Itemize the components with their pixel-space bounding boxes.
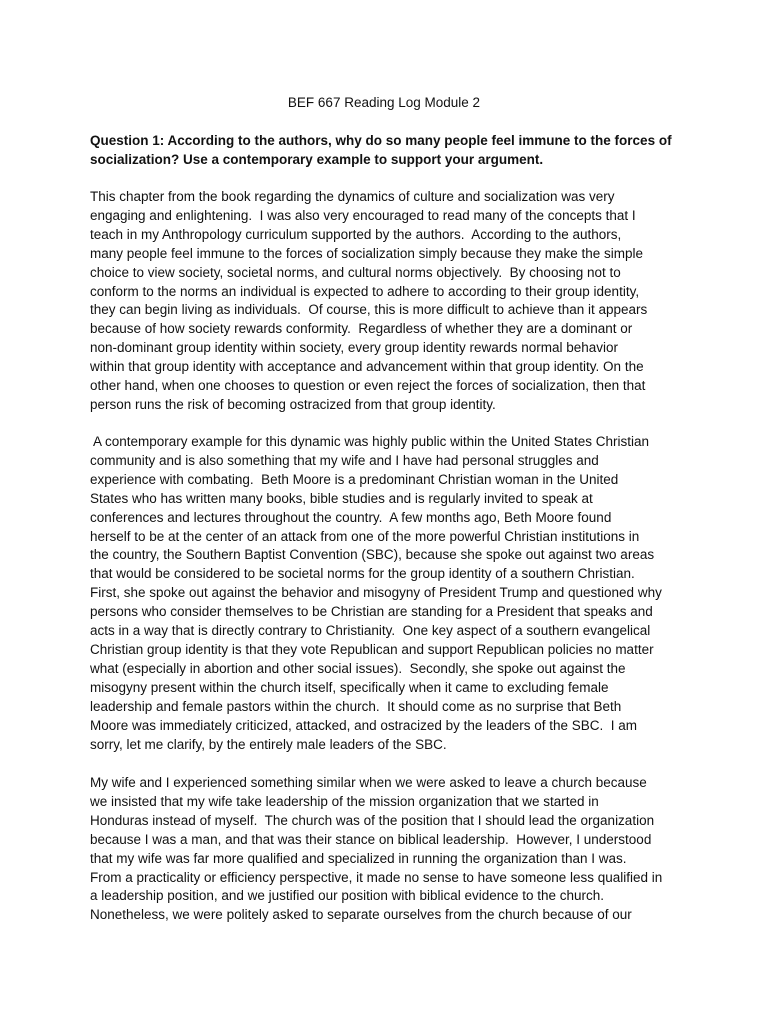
paragraph-line: within that group identity with acceptance and advancement within that group identity. On the — [90, 359, 644, 375]
paragraph-line: This chapter from the book regarding the dynamics of culture and socialization was very — [90, 189, 615, 204]
paragraph-1 — [90, 188, 684, 415]
paragraph-line: teach in my Anthropology curriculum supported by the authors. According to the authors, — [90, 226, 622, 242]
paragraph-line: they can begin living as individuals. Of course, this is more difficult to achieve than it appears — [90, 302, 648, 318]
paragraph-line: Nonetheless, we were politely asked to separate ourselves from the church because of our — [90, 907, 632, 923]
paragraph-3 — [90, 774, 684, 925]
paragraph-line: we insisted that my wife take leadership of the mission organization that we started in — [90, 793, 599, 809]
paragraph-line: that would be considered to be societal norms for the group identity of a southern Christian. — [90, 566, 635, 582]
paragraph-line: leadership and female pastors within the church. It should come as no surprise that Beth — [90, 698, 622, 714]
paragraph-line: engaging and enlightening. I was also very encouraged to read many of the concepts that I — [90, 207, 636, 223]
paragraph-line: non-dominant group identity within society, every group identity rewards normal behavior — [90, 340, 619, 356]
paragraph-line: what (especially in abortion and other social issues). Secondly, she spoke out against the — [90, 660, 626, 676]
paragraph-line: persons who consider themselves to be Christian are standing for a President that speaks and — [90, 604, 653, 620]
paragraph-line: From a practicality or efficiency perspective, it made no sense to have someone less qualified in — [90, 869, 663, 885]
paragraph-line: community and is also something that my wife and I have had personal struggles and — [90, 452, 599, 468]
paragraph-line: acts in a way that is directly contrary to Christianity. One key aspect of a southern evangelical — [90, 623, 651, 639]
paragraph-line: Christian group identity is that they vote Republican and support Republican policies no matter — [90, 641, 654, 657]
paragraph-line: other hand, when one chooses to question or even reject the forces of socialization, then that — [90, 378, 646, 394]
paragraph-line: A contemporary example for this dynamic was highly public within the United States Christian — [90, 434, 650, 449]
paragraph-line: the country, the Southern Baptist Convention (SBC), because she spoke out against two areas — [90, 547, 655, 563]
question-line: Question 1: According to the authors, why do so many people feel immune to the forces of — [90, 133, 672, 148]
paragraph-2 — [90, 433, 684, 754]
paragraph-line: misogyny present within the church itself, specifically when it came to excluding female — [90, 679, 609, 695]
paragraph-line: because I was a man, and that was their stance on biblical leadership. However, I understood — [90, 831, 652, 847]
paragraph-line: My wife and I experienced something similar when we were asked to leave a church because — [90, 775, 647, 790]
paragraph-line: choice to view society, societal norms, and cultural norms objectively. By choosing not to — [90, 264, 621, 280]
paragraph-line: States who has written many books, bible studies and is regularly invited to speak at — [90, 490, 593, 506]
paragraph-line: Honduras instead of myself. The church was of the position that I should lead the organization — [90, 812, 655, 828]
paragraph-line: Moore was immediately criticized, attacked, and ostracized by the leaders of the SBC. I am — [90, 717, 637, 733]
paragraph-line: because of how society rewards conformity. Regardless of whether they are a dominant or — [90, 321, 633, 337]
question-heading — [90, 131, 680, 169]
paragraph-line: conform to the norms an individual is expected to adhere to according to their group identity, — [90, 283, 640, 299]
paragraph-line: herself to be at the center of an attack from one of the more powerful Christian institutions in — [90, 528, 640, 544]
paragraph-line: a leadership position, and we justified our position with biblical evidence to the church. — [90, 888, 605, 904]
paragraph-line: that my wife was far more qualified and specialized in running the organization than I was. — [90, 850, 627, 866]
paragraph-line: conferences and lectures throughout the country. A few months ago, Beth Moore found — [90, 509, 612, 525]
paragraph-line: First, she spoke out against the behavior and misogyny of President Trump and questioned why — [90, 585, 662, 601]
document-title: BEF 667 Reading Log Module 2 — [287, 95, 481, 110]
paragraph-line: many people feel immune to the forces of socialization simply because they make the simple — [90, 245, 644, 261]
paragraph-line: person runs the risk of becoming ostracized from that group identity. — [90, 396, 496, 412]
question-line: socialization? Use a contemporary example to support your argument. — [90, 152, 544, 167]
paragraph-line: sorry, let me clarify, by the entirely male leaders of the SBC. — [90, 736, 447, 752]
paragraph-line: experience with combating. Beth Moore is a predominant Christian woman in the United — [90, 471, 619, 487]
